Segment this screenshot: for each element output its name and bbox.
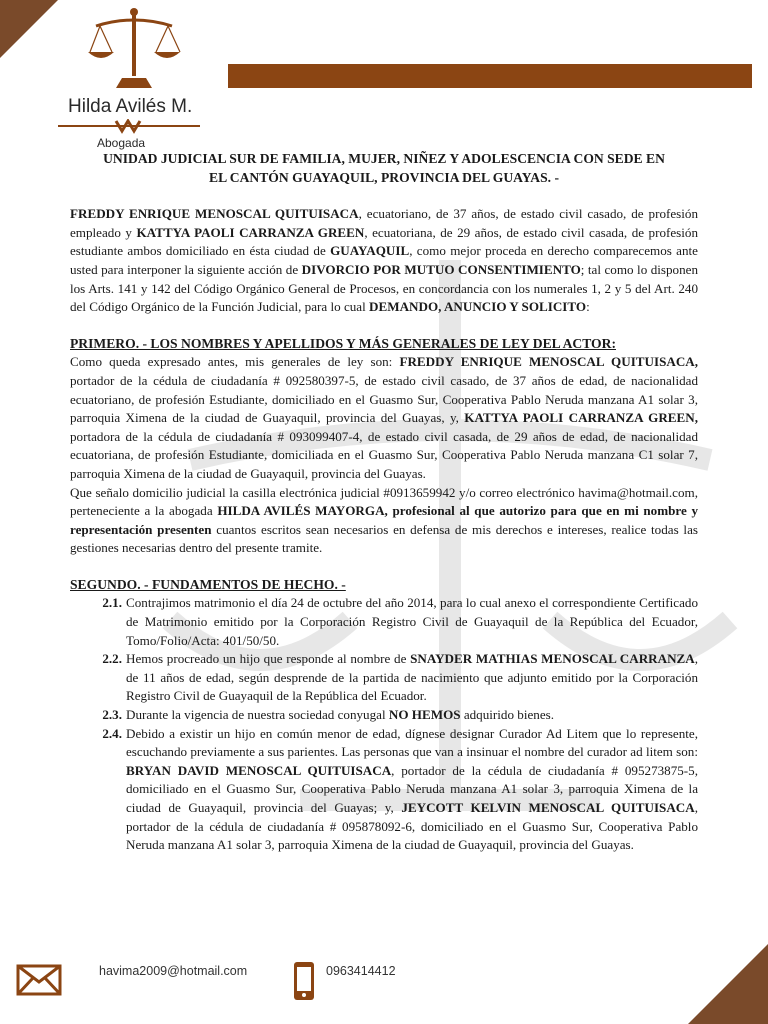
corner-decoration-top-left: [0, 0, 58, 58]
text-run: :: [586, 299, 590, 315]
section-segundo-title: SEGUNDO. - FUNDAMENTOS DE HECHO. -: [70, 576, 346, 592]
list-item: [70, 725, 698, 855]
text-run: Debido a existir un hijo en común menor de edad, dígnese designar Curador Ad Litem que lo represente, escuchando previamente a sus parientes. Las personas que van a insinuar el nombre del curador ad litem son:: [126, 725, 698, 760]
footer-phone[interactable]: 0963414412: [326, 964, 396, 978]
scales-of-justice-icon: [86, 6, 182, 90]
bold-text-run: JEYCOTT KELVIN MENOSCAL QUITUISACA: [401, 800, 695, 815]
list-item-number: 2.2.: [102, 651, 122, 667]
envelope-icon: [16, 964, 62, 996]
bold-text-run: KATTYA PAOLI CARRANZA GREEN,: [464, 410, 698, 426]
text-run: cuantos escritos sean necesarios en defensa de mis derechos e intereses, realice todas las gestiones necesarias dentro del presente tramite.: [70, 521, 698, 556]
bold-text-run: BRYAN DAVID MENOSCAL QUITUISACA: [126, 762, 392, 778]
bold-text-run: FREDDY ENRIQUE MENOSCAL QUITUISACA,: [399, 354, 698, 370]
text-run: , ecuatoriana, de 29 años, de estado civil casada, de profesión estudiante ambos domiciliado en ésta ciudad de: [70, 224, 699, 259]
list-item-text: [126, 706, 698, 725]
bold-text-run: DEMANDO, ANUNCIO Y SOLICITO: [369, 299, 587, 315]
lawyer-name: Hilda Avilés M.: [68, 96, 193, 117]
text-run: Hemos procreado un hijo que responde al nombre de: [126, 651, 411, 667]
footer: [0, 958, 768, 1004]
text-run: portadora de la cédula de ciudadanía # 093099407-4, de estado civil casada, de 29 años de edad, de nacionalidad ecuatoriana, de profesión Estudiante, domiciliada en el Guasmo Sur, Cooperativa Pablo Neruda manzana C1 solar 7, parroquia Ximena de la ciudad de Guayaquil, provincia del Guayas.: [70, 428, 698, 481]
text-run: ; tal como lo disponen los Arts. 141 y 142 del Código Orgánico General de Procesos, en concordancia con los numerales 1, 2 y 5 del Art. 240 del Código Orgánico de la Función Judicial, para lo cual: [70, 261, 699, 315]
bold-text-run: NO HEMOS: [388, 707, 461, 723]
header-accent-bar: [228, 64, 752, 88]
bold-text-run: KATTYA PAOLI CARRANZA GREEN: [136, 224, 365, 240]
court-heading-line2: EL CANTÓN GUAYAQUIL, PROVINCIA DEL GUAYAS. -: [209, 169, 559, 185]
intro-paragraph: [70, 205, 698, 317]
primero-paragraph-2: [70, 484, 698, 558]
text-run: , portador de la cédula de ciudadanía # 095273875-5, domiciliado en el Guasmo Sur, Cooperativa Pablo Neruda manzana A1 solar 3, parroquia Ximena de la ciudad de Guayaquil, provincia del Guayas; y,: [126, 762, 698, 815]
list-item-text: [126, 725, 698, 855]
text-run: , como mejor proceda en derecho comparecemos ante usted para interponer la siguiente acción de: [70, 243, 698, 277]
lawyer-title: Abogada: [97, 136, 146, 150]
text-run: , ecuatoriano, de 37 años, de estado civil casado, de profesión empleado y: [70, 206, 698, 240]
list-item-number: 2.4.: [102, 725, 122, 741]
list-item-text: [126, 650, 698, 706]
text-run: , portador de la cédula de ciudadanía # 095878092-6, domiciliado en el Guasmo Sur, Cooperativa Pablo Neruda manzana A1 solar 3, parroquia Ximena de la ciudad de Guayaquil, provincia del Guayas.: [126, 800, 698, 853]
section-primero-title: PRIMERO. - LOS NOMBRES Y APELLIDOS Y MÁS GENERALES DE LEY DEL ACTOR:: [70, 335, 616, 351]
bold-text-run: SNAYDER MATHIAS MENOSCAL CARRANZA: [410, 651, 695, 667]
text-run: Durante la vigencia de nuestra sociedad conyugal: [126, 707, 389, 723]
segundo-list: [70, 594, 698, 854]
mobile-phone-icon: [292, 960, 316, 1002]
list-item: [70, 594, 698, 650]
list-item: [70, 706, 698, 725]
text-run: Que señalo domicilio judicial la casilla electrónica judicial #0913659942 y/o correo electrónico havima@hotmail.com, perteneciente a la abogada: [70, 484, 698, 519]
bold-text-run: DIVORCIO POR MUTUO CONSENTIMIENTO: [301, 261, 581, 277]
footer-email[interactable]: havima2009@hotmail.com: [99, 964, 248, 978]
text-run: portador de la cédula de ciudadanía # 092580397-5, de estado civil casado, de 37 años de edad, de nacionalidad ecuatoriano, de profesión Estudiante, domiciliado en el Guasmo Sur, Cooperativa Pablo Neruda manzana A1 solar 3, parroquia Ximena de la ciudad de Guayaquil, provincia del Guayas, y,: [70, 372, 698, 426]
bold-text-run: GUAYAQUIL: [330, 243, 410, 259]
list-item-text: [126, 594, 698, 650]
text-run: adquirido bienes.: [460, 707, 554, 723]
document-body: [70, 150, 698, 855]
brand-divider-icon: [58, 119, 200, 135]
court-heading-line1: UNIDAD JUDICIAL SUR DE FAMILIA, MUJER, NIÑEZ Y ADOLESCENCIA CON SEDE EN: [103, 151, 665, 166]
bold-text-run: HILDA AVILÉS MAYORGA, profesional al que autorizo para que en mi nombre y representación presenten: [70, 503, 698, 537]
text-run: , de 11 años de edad, según desprende de la partida de nacimiento que adjunto emitido por la Corporación Registro Civil de Guayaquil de la República del Ecuador.: [126, 651, 698, 704]
court-heading: [70, 150, 698, 187]
list-item-number: 2.1.: [102, 595, 122, 611]
bold-text-run: FREDDY ENRIQUE MENOSCAL QUITUISACA: [70, 206, 359, 222]
list-item: [70, 650, 698, 706]
list-item-number: 2.3.: [102, 707, 122, 723]
text-run: Contrajimos matrimonio el día 24 de octubre del año 2014, para lo cual anexo el correspondiente Certificado de Matrimonio emitido por la Corporación Registro Civil de Guayaquil de la República del Ecuador, Tomo/Folio/Acta: 401/50/50.: [126, 595, 698, 648]
text-run: Como queda expresado antes, mis generales de ley son:: [70, 354, 400, 370]
primero-paragraph-1: [70, 353, 698, 483]
